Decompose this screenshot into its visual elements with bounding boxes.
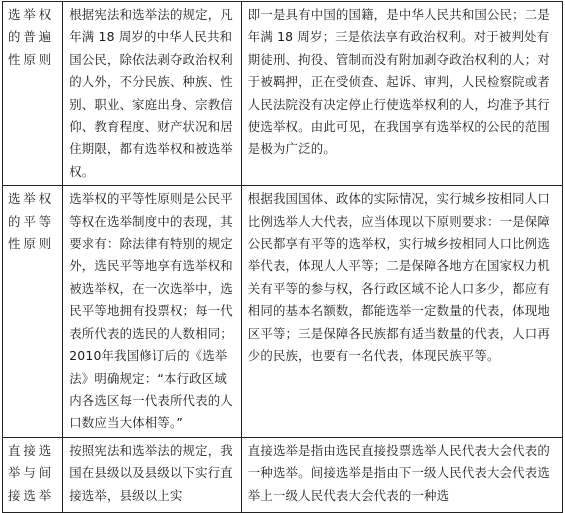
explanation-cell: 根据我国国体、政体的实际情况，实行城乡按相同人口比例选举人大代表，应当体现以下原则要求：一是保障公民都享有平等的选举权，实行城乡按相同人口比例选举代表，体现人人平等；二是保障各地方在国家权力机关有平等的参与权，各行政区域不论人口多少，都应有相同的基本名额数，都能选举一定数量的代表，体现地区平等；三是保障各民族都有适当数量的代表，人口再少的民族，也要有一名代表，体现民族平等。 (241, 186, 562, 437)
principle-cell: 选举权的普遍性原则 (3, 2, 63, 186)
content-cell: 根据宪法和选举法的规定，凡年满 18 周岁的中华人民共和国公民，除依法剥夺政治权利的人外，不分民族、种族、性别、职业、家庭出身、宗教信仰、教育程度、财产状况和居住期限，都有选举权和被选举权。 (63, 2, 242, 186)
explanation-cell: 直接选举是指由选民直接投票选举人民代表大会代表的一种选举。间接选举是指由下一级人民代表大会代表选举上一级人民代表大会代表的一种选 (241, 437, 562, 512)
table-row (3, 437, 563, 512)
table-row (3, 186, 563, 437)
table-row (3, 2, 563, 186)
explanation-cell: 即一是具有中国的国籍，是中华人民共和国公民；二是年满 18 周岁；三是依法享有政治权利。对于被判处有期徒刑、拘役、管制而没有附加剥夺政治权利的人；对于被羁押，正在受侦查、起诉、审判，人民检察院或者人民法院没有决定停止行使选举权利的人，均准予其行使选举权。由此可见，在我国享有选举权的公民的范围是极为广泛的。 (241, 2, 562, 186)
election-principles-table (2, 1, 563, 513)
content-cell: 选举权的平等性原则是公民平等权在选举制度中的表现，其要求有：除法律有特别的规定外，选民平等地享有选举权和被选举权，在一次选举中，选民平等地拥有投票权；每一代表所代表的选民的人数相同；2010年我国修订后的《选举法》明确规定：“本行政区域内各选区每一代表所代表的人口数应当大体相等。” (63, 186, 242, 437)
principle-cell: 直接选举与间接选举 (3, 437, 63, 512)
principle-cell: 选举权的平等性原则 (3, 186, 63, 437)
content-cell: 按照宪法和选举法的规定，我国在县级以及县级以下实行直接选举，县级以上实 (63, 437, 242, 512)
